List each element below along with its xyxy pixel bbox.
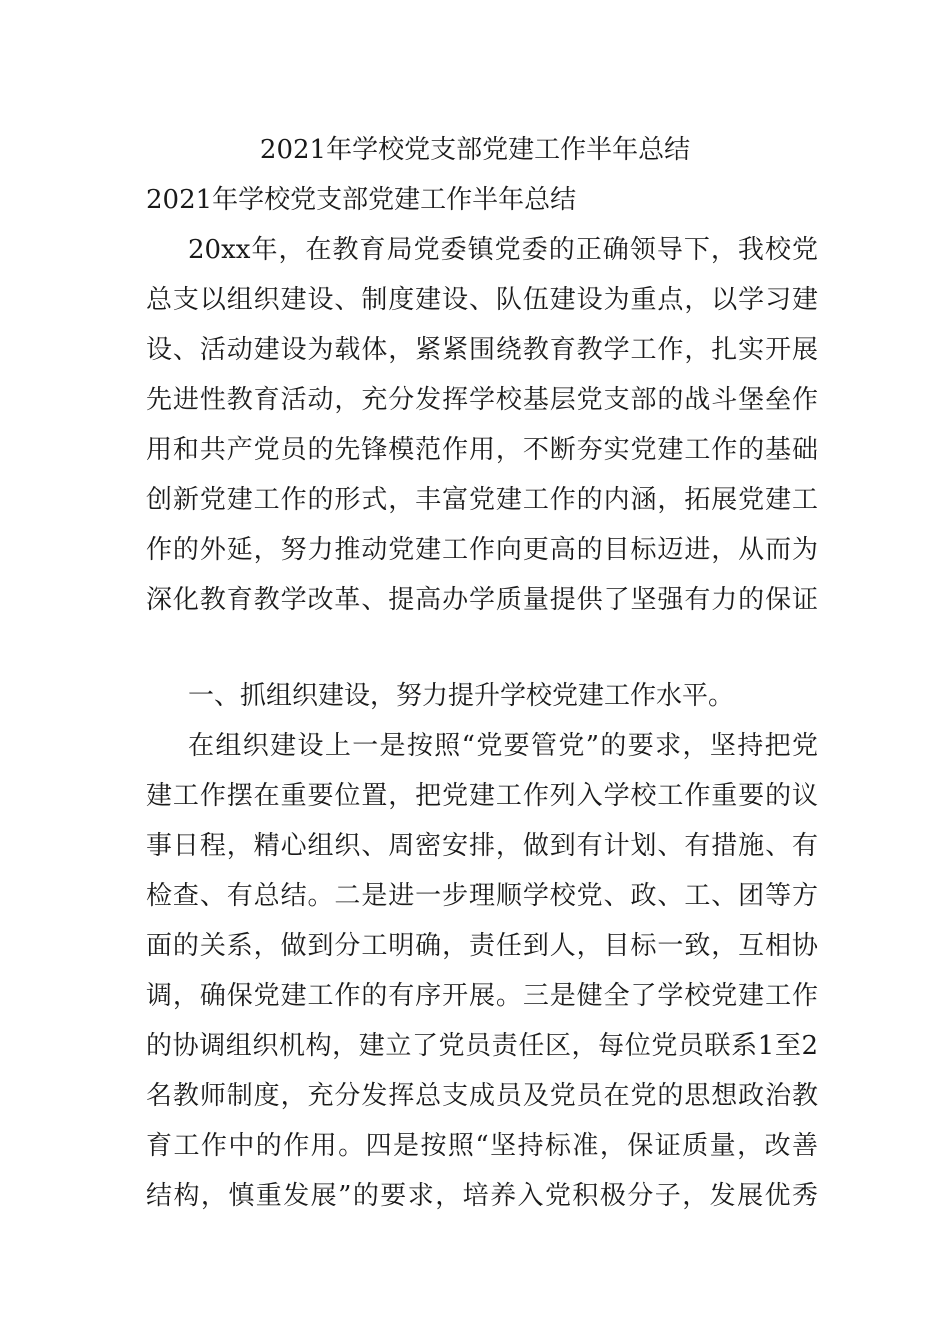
section-heading: 一、抓组织建设，努力提升学校党建工作水平。 [188, 681, 735, 711]
paragraph-line: 作的外延，努力推动党建工作向更高的目标迈进，从而为 [146, 535, 818, 565]
document-title: 2021年学校党支部党建工作半年总结 [259, 135, 691, 165]
paragraph-line: 用和共产党员的先锋模范作用，不断夯实党建工作的基础 [146, 435, 818, 465]
paragraph-line: 20xx年，在教育局党委镇党委的正确领导下，我校党 [188, 235, 818, 265]
paragraph-line: 育工作中的作用。四是按照“坚持标准，保证质量，改善 [146, 1131, 818, 1161]
paragraph-line: 深化教育教学改革、提高办学质量提供了坚强有力的保证 [146, 585, 818, 615]
paragraph-line: 设、活动建设为载体，紧紧围绕教育教学工作，扎实开展 [146, 335, 818, 365]
paragraph-line: 在组织建设上一是按照“党要管党”的要求，坚持把党 [188, 731, 818, 761]
paragraph-line: 建工作摆在重要位置，把党建工作列入学校工作重要的议 [146, 781, 818, 811]
paragraph-line: 调，确保党建工作的有序开展。三是健全了学校党建工作 [146, 981, 818, 1011]
paragraph-line: 事日程，精心组织、周密安排，做到有计划、有措施、有 [146, 831, 818, 861]
paragraph-line: 的协调组织机构，建立了党员责任区，每位党员联系1至2 [146, 1031, 818, 1061]
paragraph-line: 结构，慎重发展”的要求，培养入党积极分子，发展优秀 [146, 1181, 818, 1211]
paragraph-line: 面的关系，做到分工明确，责任到人，目标一致，互相协 [146, 931, 818, 961]
paragraph-line: 检查、有总结。二是进一步理顺学校党、政、工、团等方 [146, 881, 818, 911]
paragraph-line: 名教师制度，充分发挥总支成员及党员在党的思想政治教 [146, 1081, 818, 1111]
paragraph-line: 创新党建工作的形式，丰富党建工作的内涵，拓展党建工 [146, 485, 818, 515]
document-subtitle: 2021年学校党支部党建工作半年总结 [146, 185, 577, 215]
paragraph-line: 先进性教育活动，充分发挥学校基层党支部的战斗堡垒作 [146, 385, 818, 415]
paragraph-line: 总支以组织建设、制度建设、队伍建设为重点，以学习建 [146, 285, 818, 315]
